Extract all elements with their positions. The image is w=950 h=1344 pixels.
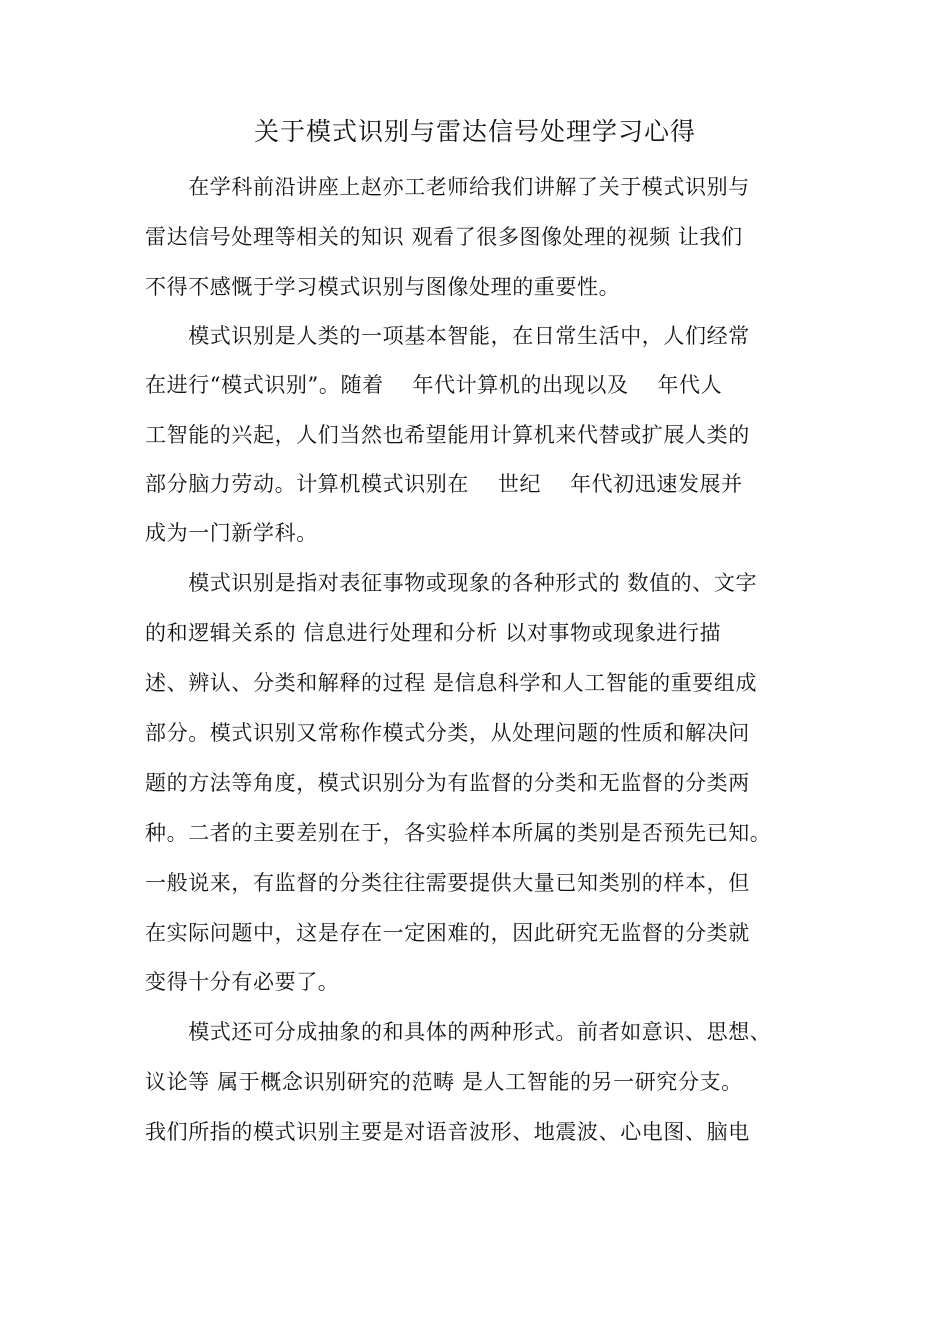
text-line: 在学科前沿讲座上赵亦工老师给我们讲解了关于模式识别与 xyxy=(145,175,750,199)
text-line: 模式还可分成抽象的和具体的两种形式。前者如意识、思想、 xyxy=(145,1020,772,1044)
text-line: 雷达信号处理等相关的知识 观看了很多图像处理的视频 让我们 xyxy=(145,225,743,249)
text-line: 变得十分有必要了。 xyxy=(145,970,340,994)
text-line: 工智能的兴起，人们当然也希望能用计算机来代替或扩展人类的 xyxy=(145,423,750,447)
document-title: 关于模式识别与雷达信号处理学习心得 xyxy=(253,117,696,146)
text-line: 种。二者的主要差别在于，各实验样本所属的类别是否预先已知。 xyxy=(145,821,772,845)
text-line: 模式识别是指对表征事物或现象的各种形式的 数值的、文字 xyxy=(145,571,758,595)
text-line: 模式识别是人类的一项基本智能，在日常生活中，人们经常 xyxy=(145,324,750,348)
text-line: 的和逻辑关系的 信息进行处理和分析 以对事物或现象进行描 xyxy=(145,621,722,645)
text-line: 我们所指的模式识别主要是对语音波形、地震波、心电图、脑电 xyxy=(145,1120,750,1144)
text-line: 成为一门新学科。 xyxy=(145,521,318,545)
text-line: 部分脑力劳动。计算机模式识别在 世纪 年代初迅速发展并 xyxy=(145,472,743,496)
text-line: 题的方法等角度，模式识别分为有监督的分类和无监督的分类两 xyxy=(145,771,750,795)
text-line: 述、辨认、分类和解释的过程 是信息科学和人工智能的重要组成 xyxy=(145,671,758,695)
text-line: 不得不感慨于学习模式识别与图像处理的重要性。 xyxy=(145,275,621,299)
text-line: 在进行“模式识别”。随着 年代计算机的出现以及 年代人 xyxy=(145,373,723,397)
text-line: 在实际问题中，这是存在一定困难的，因此研究无监督的分类就 xyxy=(145,921,750,945)
text-line: 议论等 属于概念识别研究的范畴 是人工智能的另一研究分支。 xyxy=(145,1070,743,1094)
text-line: 部分。模式识别又常称作模式分类，从处理问题的性质和解决问 xyxy=(145,721,750,745)
text-line: 一般说来，有监督的分类往往需要提供大量已知类别的样本，但 xyxy=(145,871,750,895)
